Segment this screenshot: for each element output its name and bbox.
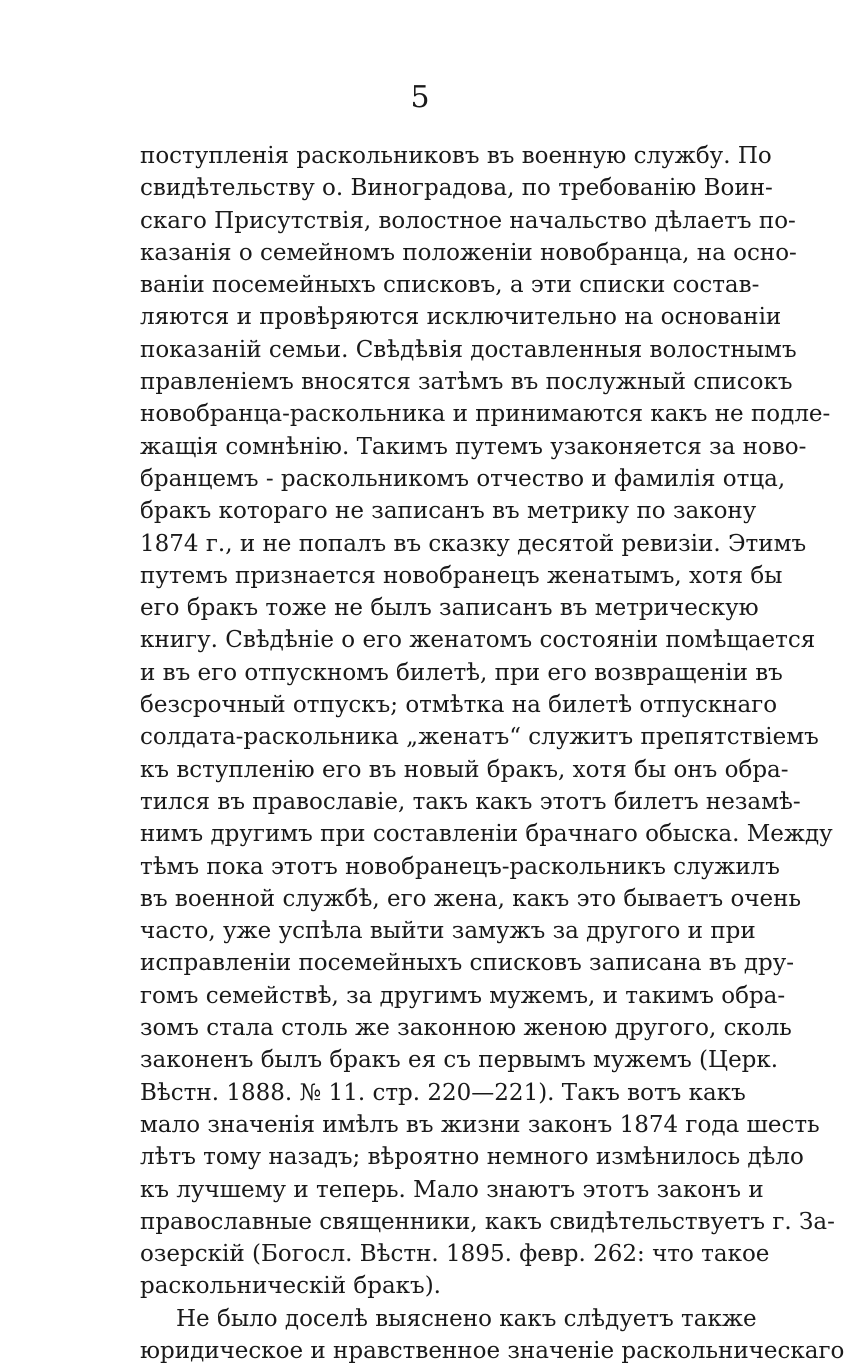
text-line: солдата-раскольника „женатъ“ служитъ препятствіемъ [140, 724, 819, 751]
text-line: поступленія раскольниковъ въ военную службу. По [140, 143, 772, 169]
text-line: бракъ котораго не записанъ въ метрику по закону [140, 498, 757, 525]
text-line: къ вступленію его въ новый бракъ, хотя бы онъ обра- [140, 756, 789, 783]
text-line: казанія о семейномъ положеніи новобранца, на осно- [140, 239, 797, 266]
text-line: нимъ другимъ при составленіи брачнаго обыска. Между [140, 821, 833, 848]
text-line: ляются и провѣряются исключительно на основаніи [140, 304, 782, 331]
text-line: и въ его отпускномъ билетѣ, при его возвращеніи въ [140, 659, 783, 686]
text-line: часто, уже успѣла выйти замужъ за другого и при [140, 918, 756, 945]
text-line: къ лучшему и теперь. Мало знаютъ этотъ законъ и [140, 1176, 764, 1203]
text-line: въ военной службѣ, его жена, какъ это бываетъ очень [140, 885, 802, 912]
text-line: Вѣстн. 1888. № 11. стр. 220—221). Такъ вотъ какъ [140, 1079, 746, 1106]
text-line: безсрочный отпускъ; отмѣтка на билетѣ отпускнаго [140, 692, 778, 719]
text-line: гомъ семействѣ, за другимъ мужемъ, и такимъ обра- [140, 982, 786, 1009]
paragraph-start-line: Не было доселѣ выяснено какъ слѣдуетъ также [176, 1305, 757, 1332]
text-line: бранцемъ - раскольникомъ отчество и фамилія отца, [140, 465, 786, 492]
text-line: озерскій (Богосл. Вѣстн. 1895. февр. 262: что такое [140, 1241, 770, 1268]
text-line: правленіемъ вносятся затѣмъ въ послужный списокъ [140, 369, 793, 396]
text-line: православные священники, какъ свидѣтельствуетъ г. За- [140, 1208, 835, 1235]
page-number: 5 [410, 80, 430, 115]
text-line: законенъ былъ бракъ ея съ первымъ мужемъ (Церк. [140, 1047, 779, 1074]
text-line: скаго Присутствія, волостное начальство дѣлаетъ по- [140, 207, 796, 234]
text-line: показаній семьи. Свѣдѣвія доставленныя волостнымъ [140, 336, 797, 363]
text-line: юридическое и нравственное значеніе раскольническаго [140, 1337, 844, 1364]
text-line: ваніи посемейныхъ списковъ, а эти списки состав- [140, 272, 760, 299]
body-text [140, 140, 844, 1367]
text-line: лѣтъ тому назадъ; вѣроятно немного измѣнилось дѣло [140, 1144, 804, 1171]
text-line: книгу. Свѣдѣніе о его женатомъ состояніи помѣщается [140, 627, 816, 654]
text-line: зомъ стала столь же законною женою другого, сколь [140, 1015, 792, 1042]
text-line: тился въ православіе, такъ какъ этотъ билетъ незамѣ- [140, 788, 801, 815]
text-line: мало значенія имѣлъ въ жизни законъ 1874 года шесть [140, 1111, 820, 1138]
text-line: путемъ признается новобранецъ женатымъ, хотя бы [140, 562, 783, 589]
text-line: исправленіи посемейныхъ списковъ записана въ дру- [140, 950, 795, 977]
paragraph-end-line: раскольническій бракъ). [140, 1273, 441, 1300]
text-line: тѣмъ пока этотъ новобранецъ-раскольникъ служилъ [140, 853, 780, 880]
text-line: свидѣтельству о. Виноградова, по требованію Воин- [140, 175, 773, 202]
text-line: 1874 г., и не попалъ въ сказку десятой ревизіи. Этимъ [140, 530, 807, 557]
text-line: новобранца-раскольника и принимаются какъ не подле- [140, 401, 831, 428]
text-line: жащія сомнѣнію. Такимъ путемъ узаконяется за ново- [140, 433, 807, 460]
text-line: его бракъ тоже не былъ записанъ въ метрическую [140, 595, 759, 622]
